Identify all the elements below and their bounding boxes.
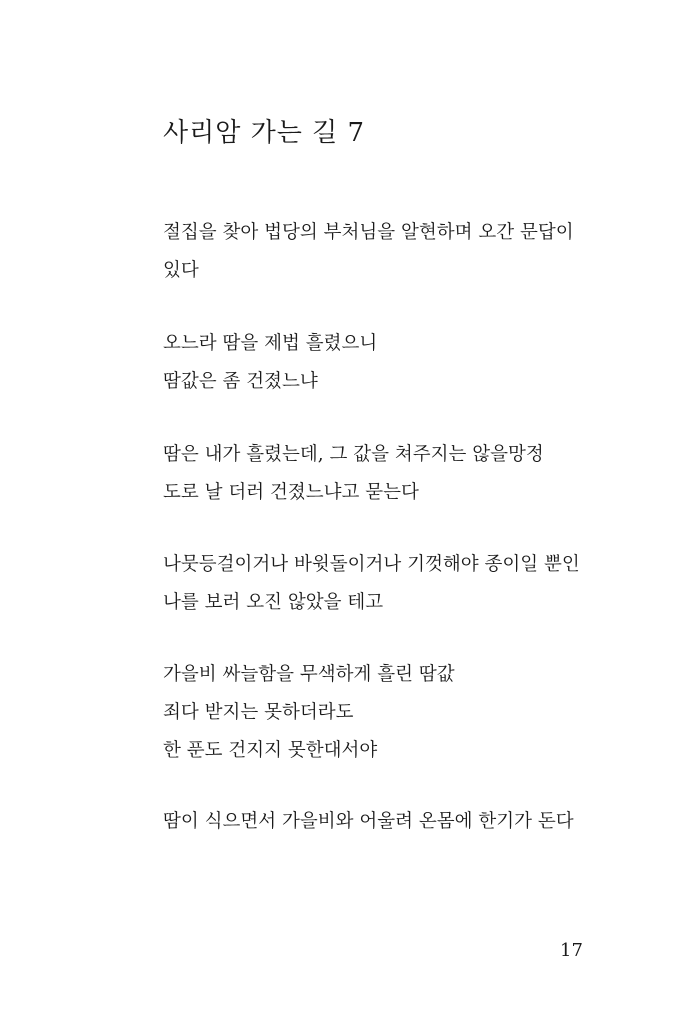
- poem-line: 나를 보러 오진 않았을 테고: [163, 592, 384, 613]
- poem-line: 절집을 찾아 법당의 부처님을 알현하며 오간 문답이: [163, 222, 574, 243]
- poem-line: 오느라 땀을 제법 흘렸으니: [163, 333, 378, 354]
- poem-line: 가을비 싸늘함을 무색하게 흘린 땀값: [163, 664, 455, 685]
- poem-line: 땀값은 좀 건졌느냐: [163, 371, 318, 392]
- poem-line: 도로 날 더러 건졌느냐고 묻는다: [163, 482, 419, 503]
- poem-line: 한 푼도 건지지 못한대서야: [163, 740, 378, 761]
- poem-line: 죄다 받지는 못하더라도: [163, 702, 354, 723]
- page-number: 17: [560, 940, 583, 961]
- poem-line: 나뭇등걸이거나 바윗돌이거나 기껏해야 종이일 뿐인: [163, 554, 580, 575]
- poem-line: 땀이 식으면서 가을비와 어울려 온몸에 한기가 돈다: [163, 811, 574, 832]
- poem-title: 사리암 가는 길 7: [163, 118, 366, 148]
- poem-line: 땀은 내가 흘렸는데, 그 값을 쳐주지는 않을망정: [163, 444, 544, 465]
- poem-line: 있다: [163, 260, 199, 281]
